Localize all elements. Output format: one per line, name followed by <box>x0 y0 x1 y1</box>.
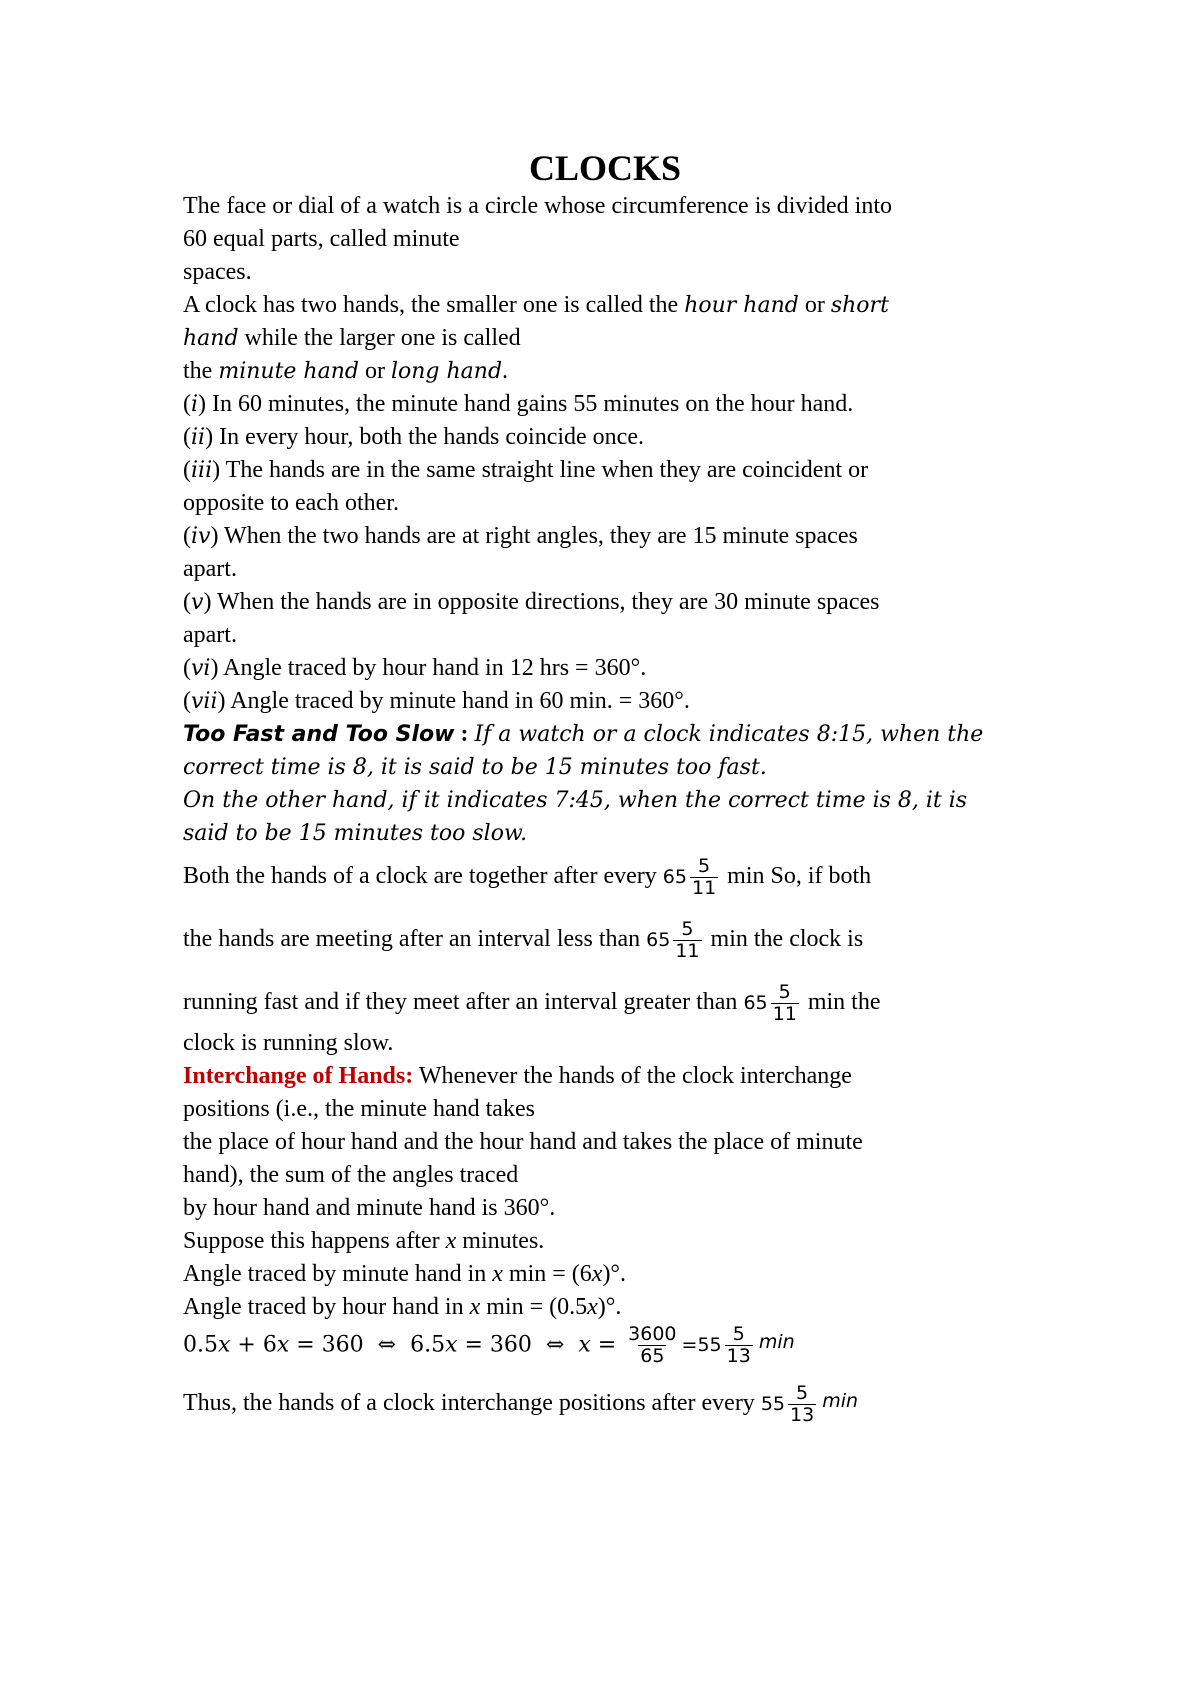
equation-line: 0.5x + 6x = 360 ⇔ 6.5x = 360 ⇔ x = $\frac{3600}{65}$ =55 $\frac{5}{13}$ min <box>183 1323 795 1367</box>
intro-line-2: 60 equal parts, called minute <box>183 226 460 252</box>
mixed-number: 65 $\frac{5}{11}$ <box>743 981 797 1025</box>
fact-iii: (iii) The hands are in the same straight line when they are coincident or <box>183 457 869 483</box>
interchange-line-7: Angle traced by minute hand in x min = (6x)°. <box>183 1261 627 1287</box>
term-hand: hand <box>183 326 239 351</box>
fact-iv: (iv) When the two hands are at right angles, they are 15 minute spaces <box>183 523 858 549</box>
fast-slow-heading: Too Fast and Too Slow <box>183 722 455 747</box>
term-short: short <box>830 293 889 318</box>
interchange-line-6: Suppose this happens after x minutes. <box>183 1228 545 1254</box>
interchange-line-8: Angle traced by hour hand in x min = (0.5x)°. <box>183 1294 622 1320</box>
fact-v-cont: apart. <box>183 622 237 648</box>
fact-vii: (vii) Angle traced by minute hand in 60 min. = 360°. <box>183 688 690 714</box>
term-minute-hand: minute hand <box>218 359 359 384</box>
fact-ii: (ii) In every hour, both the hands coincide once. <box>183 424 644 450</box>
page-title: CLOCKS <box>528 148 682 188</box>
fact-v: (v) When the hands are in opposite directions, they are 30 minute spaces <box>183 589 880 615</box>
fast-slow-line-1: Too Fast and Too Slow : If a watch or a clock indicates 8:15, when the <box>183 721 984 747</box>
mixed-number: 55 $\frac{5}{13}$ min <box>760 1382 859 1426</box>
fast-slow-line-3: On the other hand, if it indicates 7:45, when the correct time is 8, it is <box>183 788 968 813</box>
fact-vi: (vi) Angle traced by hour hand in 12 hrs = 360°. <box>183 655 647 681</box>
fast-slow-line-4: said to be 15 minutes too slow. <box>183 821 528 846</box>
mixed-number: 65 $\frac{5}{11}$ <box>662 855 717 899</box>
interchange-line-4: hand), the sum of the angles traced <box>183 1162 519 1188</box>
together-line-4: clock is running slow. <box>183 1030 394 1056</box>
hands-line-2: hand while the larger one is called <box>183 325 521 351</box>
mixed-number: 65 $\frac{5}{11}$ <box>646 918 700 962</box>
fact-i: (i) In 60 minutes, the minute hand gains 55 minutes on the hour hand. <box>183 391 854 417</box>
fast-slow-line-2: correct time is 8, it is said to be 15 minutes too fast. <box>183 755 767 780</box>
hands-line-1: A clock has two hands, the smaller one is called the hour hand or short <box>183 292 889 318</box>
intro-line-3: spaces. <box>183 259 252 285</box>
interchange-line-3: the place of hour hand and the hour hand and takes the place of minute <box>183 1129 863 1155</box>
interchange-line-2: positions (i.e., the minute hand takes <box>183 1096 535 1122</box>
fact-iv-cont: apart. <box>183 556 237 582</box>
interchange-line-5: by hour hand and minute hand is 360°. <box>183 1195 556 1221</box>
hands-line-3: the minute hand or long hand. <box>183 358 509 384</box>
term-long-hand: long hand <box>390 359 503 384</box>
equation-fraction: $\frac{3600}{65}$ =55 $\frac{5}{13}$ min <box>628 1323 795 1367</box>
together-line-1: Both the hands of a clock are together after every 65 $\frac{5}{11}$ min So, if both <box>183 855 872 899</box>
document-body <box>183 190 1063 1436</box>
fact-iii-cont: opposite to each other. <box>183 490 399 516</box>
interchange-line-1: Interchange of Hands: Whenever the hands of the clock interchange <box>183 1063 852 1089</box>
interchange-heading: Interchange of Hands: <box>183 1063 414 1089</box>
conclusion-line: Thus, the hands of a clock interchange positions after every 55 $\frac{5}{13}$ min <box>183 1382 859 1426</box>
term-hour-hand: hour hand <box>684 293 799 318</box>
together-line-2: the hands are meeting after an interval less than 65 $\frac{5}{11}$ min the clock is <box>183 918 864 962</box>
together-line-3: running fast and if they meet after an interval greater than 65 $\frac{5}{11}$ min the <box>183 981 881 1025</box>
intro-line-1: The face or dial of a watch is a circle whose circumference is divided into <box>183 193 893 219</box>
